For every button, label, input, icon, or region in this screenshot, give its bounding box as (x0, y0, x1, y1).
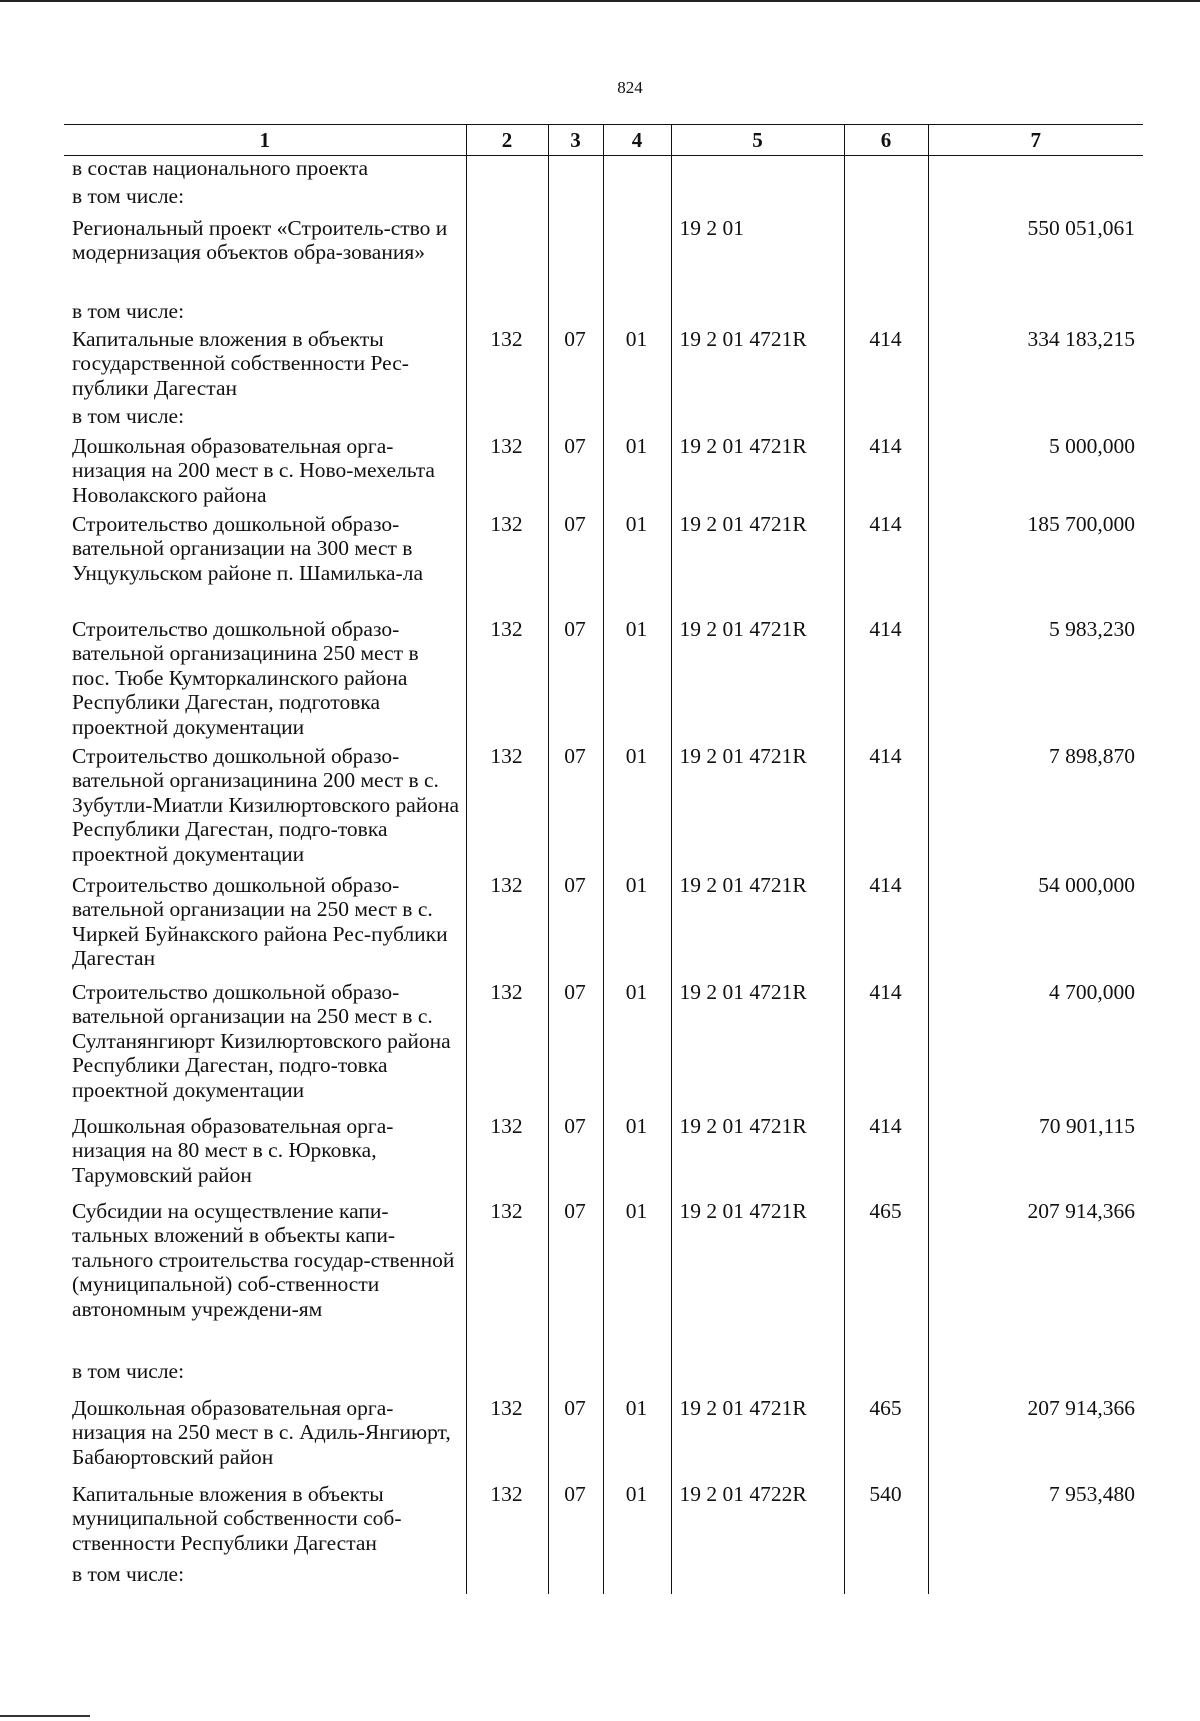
table-row (64, 1359, 1143, 1396)
section-code (548, 1562, 603, 1594)
subsection-code: 01 (603, 1114, 671, 1199)
row-name: Дошкольная образовательная орга-низация на 200 мест в с. Ново-мехельта Новолакского района (72, 433, 435, 507)
target-article-code (671, 1562, 844, 1594)
amount: 70 901,115 (928, 1114, 1143, 1199)
amount (928, 404, 1143, 434)
expense-type-code (844, 156, 928, 184)
target-article-code (671, 404, 844, 434)
scan-top-edge (0, 0, 1200, 2)
target-article-code: 19 2 01 4721R (671, 1396, 844, 1482)
table-row (64, 1199, 1143, 1359)
expense-type-code: 414 (844, 873, 928, 980)
section-code (548, 1359, 603, 1396)
target-article-code: 19 2 01 4721R (671, 1114, 844, 1199)
subsection-code: 01 (603, 1482, 671, 1562)
section-code: 07 (548, 1199, 603, 1359)
row-name: в том числе: (72, 1358, 185, 1383)
table-row (64, 184, 1143, 216)
expense-type-code: 414 (844, 434, 928, 512)
subsection-code (603, 1562, 671, 1594)
expense-type-code (844, 184, 928, 216)
amount: 5 000,000 (928, 434, 1143, 512)
subsection-code: 01 (603, 1396, 671, 1482)
ministry-code: 132 (466, 1114, 548, 1199)
table-row (64, 1114, 1143, 1199)
ministry-code (466, 216, 548, 299)
section-code: 07 (548, 617, 603, 744)
target-article-code: 19 2 01 (671, 216, 844, 299)
amount: 7 953,480 (928, 1482, 1143, 1562)
table-body (64, 156, 1143, 1594)
target-article-code: 19 2 01 4721R (671, 327, 844, 404)
expense-type-code (844, 404, 928, 434)
table-row (64, 299, 1143, 327)
section-code: 07 (548, 873, 603, 980)
row-name: Строительство дошкольной образо-вательной организации на 250 мест в с. Султанянгиюрт Кизилюртовского района Республики Дагестан, подго-товка проектной документации (72, 979, 451, 1102)
table-row (64, 1562, 1143, 1594)
target-article-code: 19 2 01 4721R (671, 434, 844, 512)
amount: 5 983,230 (928, 617, 1143, 744)
subsection-code (603, 299, 671, 327)
expense-type-code: 540 (844, 1482, 928, 1562)
amount: 550 051,061 (928, 216, 1143, 299)
ministry-code: 132 (466, 617, 548, 744)
row-name: в том числе: (72, 403, 185, 428)
ministry-code (466, 184, 548, 216)
ministry-code: 132 (466, 1396, 548, 1482)
target-article-code: 19 2 01 4721R (671, 873, 844, 980)
budget-table (64, 124, 1143, 1594)
column-header-5: 5 (671, 125, 844, 156)
row-name: Дошкольная образовательная орга-низация на 80 мест в с. Юрковка, Тарумовский район (72, 1113, 394, 1187)
subsection-code (603, 404, 671, 434)
expense-type-code: 465 (844, 1396, 928, 1482)
ministry-code: 132 (466, 327, 548, 404)
expense-type-code: 465 (844, 1199, 928, 1359)
row-name: Дошкольная образовательная орга-низация на 250 мест в с. Адиль-Янгиюрт, Бабаюртовский район (72, 1395, 451, 1469)
expense-type-code: 414 (844, 980, 928, 1114)
target-article-code (671, 1359, 844, 1396)
section-code: 07 (548, 744, 603, 873)
subsection-code: 01 (603, 327, 671, 404)
amount (928, 1359, 1143, 1396)
ministry-code: 132 (466, 1482, 548, 1562)
amount: 207 914,366 (928, 1199, 1143, 1359)
amount: 207 914,366 (928, 1396, 1143, 1482)
subsection-code: 01 (603, 980, 671, 1114)
expense-type-code (844, 1359, 928, 1396)
expense-type-code (844, 216, 928, 299)
column-header-6: 6 (844, 125, 928, 156)
section-code: 07 (548, 1396, 603, 1482)
section-code (548, 184, 603, 216)
amount: 334 183,215 (928, 327, 1143, 404)
row-name: Региональный проект «Строитель-ство и модернизация объектов обра-зования» (72, 215, 448, 264)
table-row (64, 873, 1143, 980)
ministry-code: 132 (466, 873, 548, 980)
subsection-code: 01 (603, 744, 671, 873)
amount: 7 898,870 (928, 744, 1143, 873)
subsection-code: 01 (603, 1199, 671, 1359)
section-code (548, 216, 603, 299)
expense-type-code: 414 (844, 617, 928, 744)
target-article-code (671, 299, 844, 327)
ministry-code (466, 404, 548, 434)
scan-bottom-mark (0, 1715, 90, 1717)
target-article-code (671, 184, 844, 216)
ministry-code: 132 (466, 980, 548, 1114)
subsection-code: 01 (603, 617, 671, 744)
ministry-code (466, 1562, 548, 1594)
expense-type-code: 414 (844, 744, 928, 873)
table-row (64, 327, 1143, 404)
table-row (64, 1396, 1143, 1482)
row-name: в том числе: (72, 1561, 185, 1586)
table-header (64, 125, 1143, 156)
target-article-code: 19 2 01 4721R (671, 617, 844, 744)
ministry-code: 132 (466, 434, 548, 512)
section-code (548, 404, 603, 434)
expense-type-code: 414 (844, 1114, 928, 1199)
ministry-code: 132 (466, 512, 548, 617)
amount: 54 000,000 (928, 873, 1143, 980)
column-header-1: 1 (64, 125, 466, 156)
expense-type-code (844, 299, 928, 327)
section-code: 07 (548, 980, 603, 1114)
expense-type-code: 414 (844, 512, 928, 617)
column-header-4: 4 (603, 125, 671, 156)
ministry-code (466, 156, 548, 184)
table-row (64, 404, 1143, 434)
subsection-code (603, 1359, 671, 1396)
row-name: Субсидии на осуществление капи-тальных вложений в объекты капи-тального строительства государ-ственной (муниципальной) соб-ственности автономным учреждени-ям (72, 1198, 455, 1321)
row-name: в том числе: (72, 298, 185, 323)
amount (928, 184, 1143, 216)
target-article-code (671, 156, 844, 184)
table-row (64, 434, 1143, 512)
row-name: Строительство дошкольной образо-вательной организацинина 200 мест в с. Зубутли-Миатли Кизилюртовского района Республики Дагестан, подго-товка проектной документации (72, 743, 460, 866)
amount (928, 1562, 1143, 1594)
page-number: 824 (617, 78, 643, 97)
column-header-2: 2 (466, 125, 548, 156)
target-article-code: 19 2 01 4721R (671, 744, 844, 873)
target-article-code: 19 2 01 4721R (671, 980, 844, 1114)
section-code: 07 (548, 1114, 603, 1199)
table-row (64, 512, 1143, 617)
ministry-code: 132 (466, 1199, 548, 1359)
subsection-code: 01 (603, 434, 671, 512)
row-name: в состав национального проекта (72, 156, 369, 180)
subsection-code (603, 184, 671, 216)
expense-type-code (844, 1562, 928, 1594)
table-row (64, 617, 1143, 744)
table-row (64, 980, 1143, 1114)
row-name: Капитальные вложения в объекты государственной собственности Рес-публики Дагестан (72, 326, 409, 400)
target-article-code: 19 2 01 4721R (671, 1199, 844, 1359)
target-article-code: 19 2 01 4721R (671, 512, 844, 617)
section-code: 07 (548, 1482, 603, 1562)
subsection-code: 01 (603, 873, 671, 980)
amount: 4 700,000 (928, 980, 1143, 1114)
table-row (64, 216, 1143, 299)
table-row (64, 744, 1143, 873)
row-name: Строительство дошкольной образо-вательной организацинина 250 мест в пос. Тюбе Кумторкалинского района Республики Дагестан, подготовка проектной документации (72, 616, 419, 739)
header-row (64, 125, 1143, 156)
row-name: Капитальные вложения в объекты муниципальной собственности соб-ственности Республики Дагестан (72, 1481, 402, 1555)
ministry-code (466, 1359, 548, 1396)
amount: 185 700,000 (928, 512, 1143, 617)
target-article-code: 19 2 01 4722R (671, 1482, 844, 1562)
subsection-code (603, 156, 671, 184)
section-code (548, 156, 603, 184)
subsection-code (603, 216, 671, 299)
ministry-code (466, 299, 548, 327)
table-row (64, 156, 1143, 184)
row-name: Строительство дошкольной образо-вательной организации на 250 мест в с. Чиркей Буйнакского района Рес-публики Дагестан (72, 872, 448, 970)
ministry-code: 132 (466, 744, 548, 873)
column-header-7: 7 (928, 125, 1143, 156)
amount (928, 299, 1143, 327)
section-code (548, 299, 603, 327)
section-code: 07 (548, 512, 603, 617)
row-name: Строительство дошкольной образо-вательной организации на 300 мест в Унцукульском районе п. Шамилька-ла (72, 511, 423, 585)
table-row (64, 1482, 1143, 1562)
section-code: 07 (548, 327, 603, 404)
section-code: 07 (548, 434, 603, 512)
expense-type-code: 414 (844, 327, 928, 404)
row-name: в том числе: (72, 183, 185, 208)
amount (928, 156, 1143, 184)
subsection-code: 01 (603, 512, 671, 617)
column-header-3: 3 (548, 125, 603, 156)
